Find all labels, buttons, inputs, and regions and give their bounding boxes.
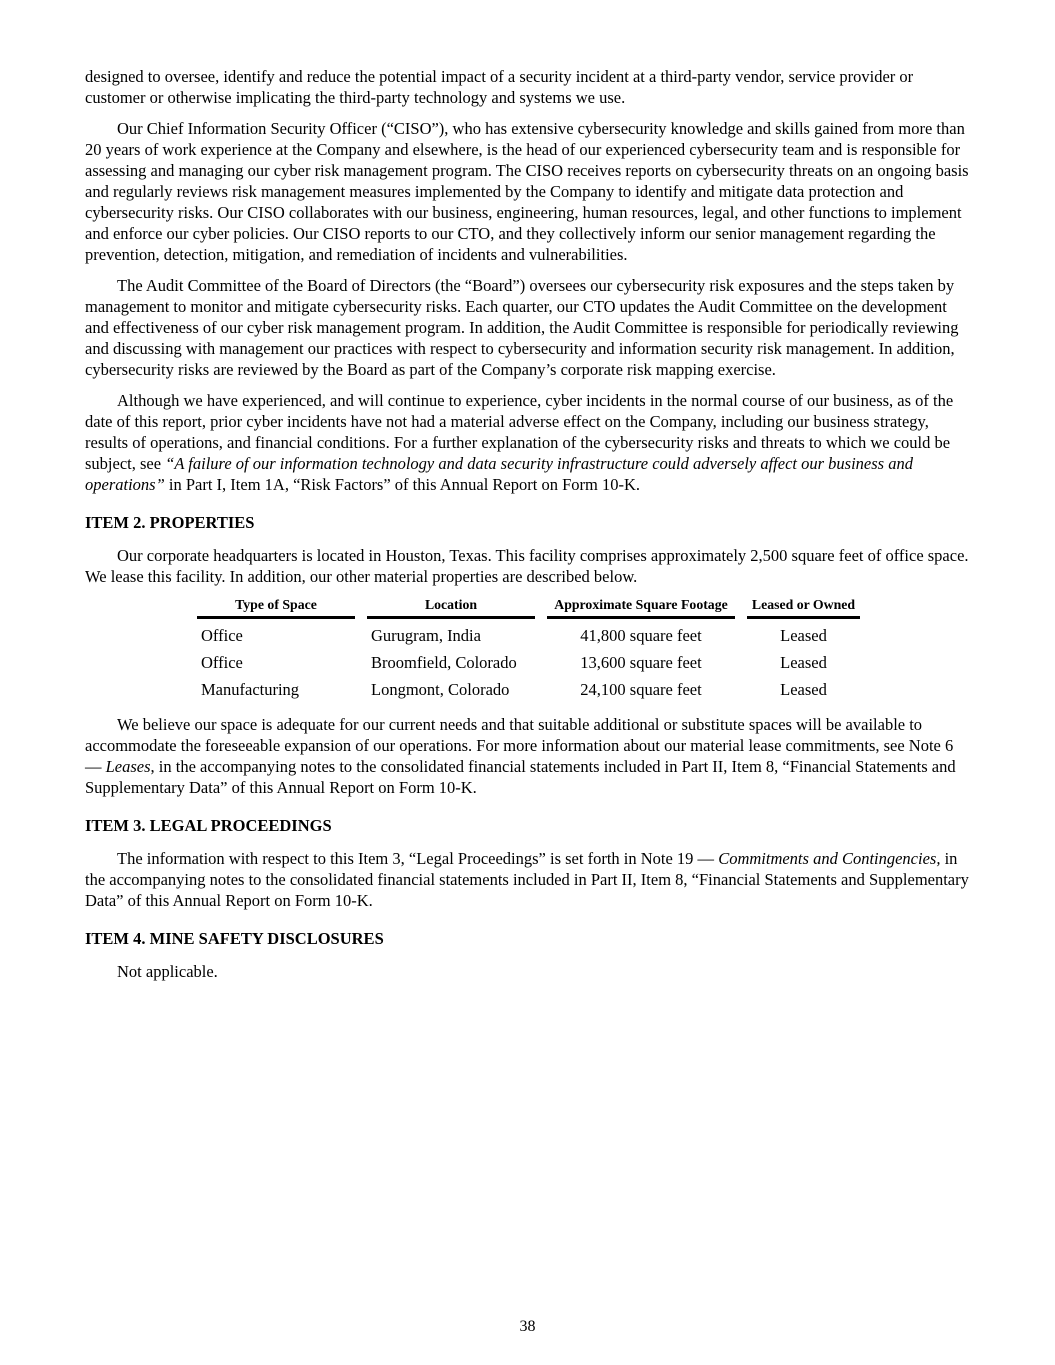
table-cell: Leased: [780, 626, 827, 645]
table-header-cell: Leased or Owned: [747, 597, 860, 619]
paragraph: [85, 848, 972, 911]
paragraph: [85, 275, 972, 380]
paragraph: [85, 961, 972, 982]
page-footer: [0, 1317, 1055, 1337]
table-header-cell: Approximate Square Footage: [547, 597, 735, 619]
table-cell: Leased: [780, 680, 827, 699]
paragraph: [85, 390, 972, 495]
table-cell: Leased: [780, 653, 827, 672]
table-header-row: [197, 597, 860, 619]
body-text: The information with respect to this Item 3, “Legal Proceedings” is set forth in Note 19 —: [117, 849, 719, 868]
page-number: 38: [519, 1318, 536, 1335]
table-cell: Longmont, Colorado: [371, 680, 510, 699]
body-text: , in the accompanying notes to the consolidated financial statements included in Part II, Item 8, “Financial Statements and Supplementary Data” of this Annual Report on Form 10-K.: [85, 757, 956, 797]
body-text: designed to oversee, identify and reduce the potential impact of a security incident at a third-party vendor, service provider or customer or otherwise implicating the third-party technology and systems we use.: [85, 67, 914, 107]
italic-text: Leases: [105, 757, 151, 776]
table-cell: Gurugram, India: [371, 626, 481, 645]
body-text: in the accompanying notes to the consolidated financial statements included in Part II, Item 8, “Financial Statements and Supplementary Data” of this Annual Report on Form 10-K.: [85, 849, 969, 910]
section-heading: ITEM 3. LEGAL PROCEEDINGS: [85, 816, 332, 835]
italic-text: Commitments and Contingencies,: [718, 849, 941, 868]
table-cell: 24,100 square feet: [580, 680, 702, 699]
body-text: Our corporate headquarters is located in Houston, Texas. This facility comprises approximately 2,500 square feet of office space. We lease this facility. In addition, our other material properties are described below.: [85, 546, 969, 586]
table-cell: Manufacturing: [201, 680, 300, 699]
table-header-cell: Type of Space: [197, 597, 355, 619]
body-text: Not applicable.: [117, 962, 218, 981]
body-text: The Audit Committee of the Board of Directors (the “Board”) oversees our cybersecurity risk exposures and the steps taken by management to monitor and mitigate cybersecurity risks. Each quarter, our CTO updates the Audit Committee on the development and effectiveness of our cyber risk management program. In addition, the Audit Committee is responsible for periodically reviewing and discussing with management our practices with respect to cybersecurity and information security risk management. In addition, cybersecurity risks are reviewed by the Board as part of the Company’s corporate risk mapping exercise.: [85, 276, 959, 379]
table-row: [197, 646, 860, 673]
table-row: [197, 619, 860, 646]
section-heading: ITEM 4. MINE SAFETY DISCLOSURES: [85, 929, 384, 948]
document-body: [85, 66, 972, 992]
body-text: Although we have experienced, and will continue to experience, cyber incidents in the normal course of our business, as of the date of this report, prior cyber incidents have not had a material adverse effect on the Company, including our business strategy, results of operations, and financial conditions. For a further explanation of the cybersecurity risks and threats to which we could be subject, see: [85, 391, 954, 473]
paragraph: [85, 66, 972, 108]
table-cell: Office: [201, 626, 243, 645]
table-cell: 13,600 square feet: [580, 653, 702, 672]
body-text: Our Chief Information Security Officer (“CISO”), who has extensive cybersecurity knowledge and skills gained from more than 20 years of work experience at the Company and elsewhere, is the head of our experienced cybersecurity team and is responsible for assessing and managing our cyber risk management program. The CISO receives reports on cybersecurity threats on an ongoing basis and regularly reviews risk management measures implemented by the Company to identify and mitigate data protection and cybersecurity risks. Our CISO collaborates with our business, engineering, human resources, legal, and other functions to implement and enforce our cyber policies. Our CISO reports to our CTO, and they collectively inform our senior management regarding the prevention, detection, mitigation, and remediation of incidents and vulnerabilities.: [85, 119, 969, 264]
body-text: in Part I, Item 1A, “Risk Factors” of this Annual Report on Form 10-K.: [164, 475, 641, 494]
properties-table: [185, 597, 872, 700]
table-cell: Broomfield, Colorado: [371, 653, 517, 672]
paragraph: [85, 118, 972, 265]
table-row: [197, 673, 860, 700]
table-header-cell: Location: [367, 597, 535, 619]
section-heading: ITEM 2. PROPERTIES: [85, 513, 255, 532]
paragraph: [85, 714, 972, 798]
table-cell: Office: [201, 653, 243, 672]
table-cell: 41,800 square feet: [580, 626, 702, 645]
paragraph: [85, 545, 972, 587]
italic-text: “A failure of our information technology and data security infrastructure could adversely affect our business and operations”: [85, 454, 913, 494]
body-text: We believe our space is adequate for our current needs and that suitable additional or substitute spaces will be available to accommodate the foreseeable expansion of our operations. For more information about our material lease commitments, see Note 6 —: [85, 715, 954, 776]
